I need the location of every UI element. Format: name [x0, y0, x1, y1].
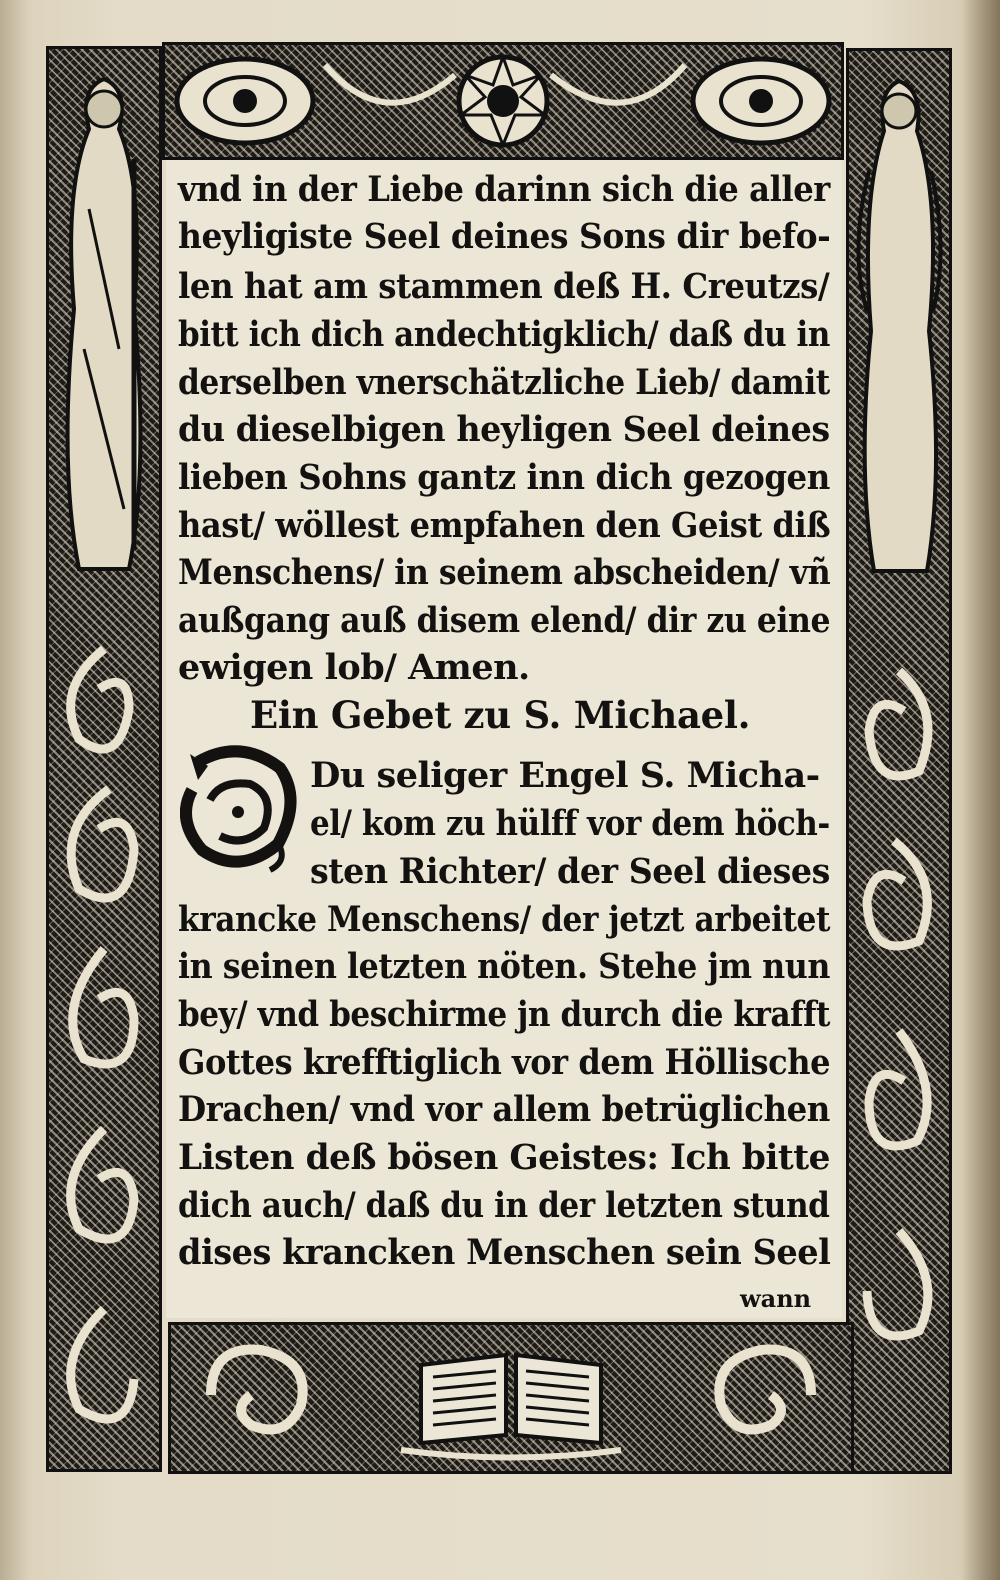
text-line: Du seliger Engel S. Micha-: [310, 755, 820, 796]
text-line: dises krancken Menschen sein Seel: [178, 1232, 831, 1273]
text-line: lieben Sohns gantz inn dich gezogen: [178, 457, 830, 498]
text-line: Drachen/ vnd vor allem betrüglichen: [178, 1089, 830, 1130]
angel-scroll-ornament-icon: [849, 51, 949, 1471]
text-line: hast/ wöllest empfahen den Geist diß: [178, 505, 831, 546]
figure-scroll-ornament-icon: [49, 49, 159, 1469]
top-ornamental-border: [162, 42, 844, 160]
text-line: in seinen letzten nöten. Stehe jm nun: [178, 946, 830, 987]
text-line: heyligiste Seel deines Sons dir befo-: [178, 216, 831, 257]
decorated-initial: [180, 740, 300, 876]
rosette-ornament-icon: [165, 45, 841, 157]
open-book-ornament-icon: [171, 1325, 851, 1471]
gutter-shadow: [962, 0, 1000, 1580]
text-line: krancke Menschens/ der jetzt arbeitet: [178, 899, 830, 940]
text-line: Menschens/ in seinem abscheiden/ vñ: [178, 552, 831, 593]
text-line: derselben vnerschätzliche Lieb/ damit: [178, 362, 830, 403]
bottom-ornamental-border: [168, 1322, 854, 1474]
prayer-heading: Ein Gebet zu S. Michael.: [250, 693, 751, 737]
text-line: el/ kom zu hülff vor dem höch-: [310, 803, 830, 844]
dragon-initial-o-icon: [180, 740, 300, 876]
text-line: vnd in der Liebe darinn sich die aller: [178, 169, 830, 210]
catchword: wann: [740, 1284, 812, 1313]
text-line: sten Richter/ der Seel dieses: [310, 851, 830, 892]
text-line: Gottes krefftiglich vor dem Höllische: [178, 1042, 831, 1083]
right-ornamental-border: [846, 48, 952, 1474]
text-line: dich auch/ daß du in der letzten stund: [178, 1185, 830, 1226]
text-line: bey/ vnd beschirme jn durch die krafft: [178, 994, 830, 1035]
text-line: bitt ich dich andechtigklich/ daß du in: [178, 314, 830, 355]
text-line: außgang auß disem elend/ dir zu eine: [178, 600, 831, 641]
text-line: ewigen lob/ Amen.: [178, 647, 530, 688]
text-line: du dieselbigen heyligen Seel deines: [178, 409, 830, 450]
text-line: len hat am stammen deß H. Creutzs/: [178, 266, 830, 307]
text-line: Listen deß bösen Geistes: Ich bitte: [178, 1137, 830, 1178]
left-ornamental-border: [46, 46, 162, 1472]
